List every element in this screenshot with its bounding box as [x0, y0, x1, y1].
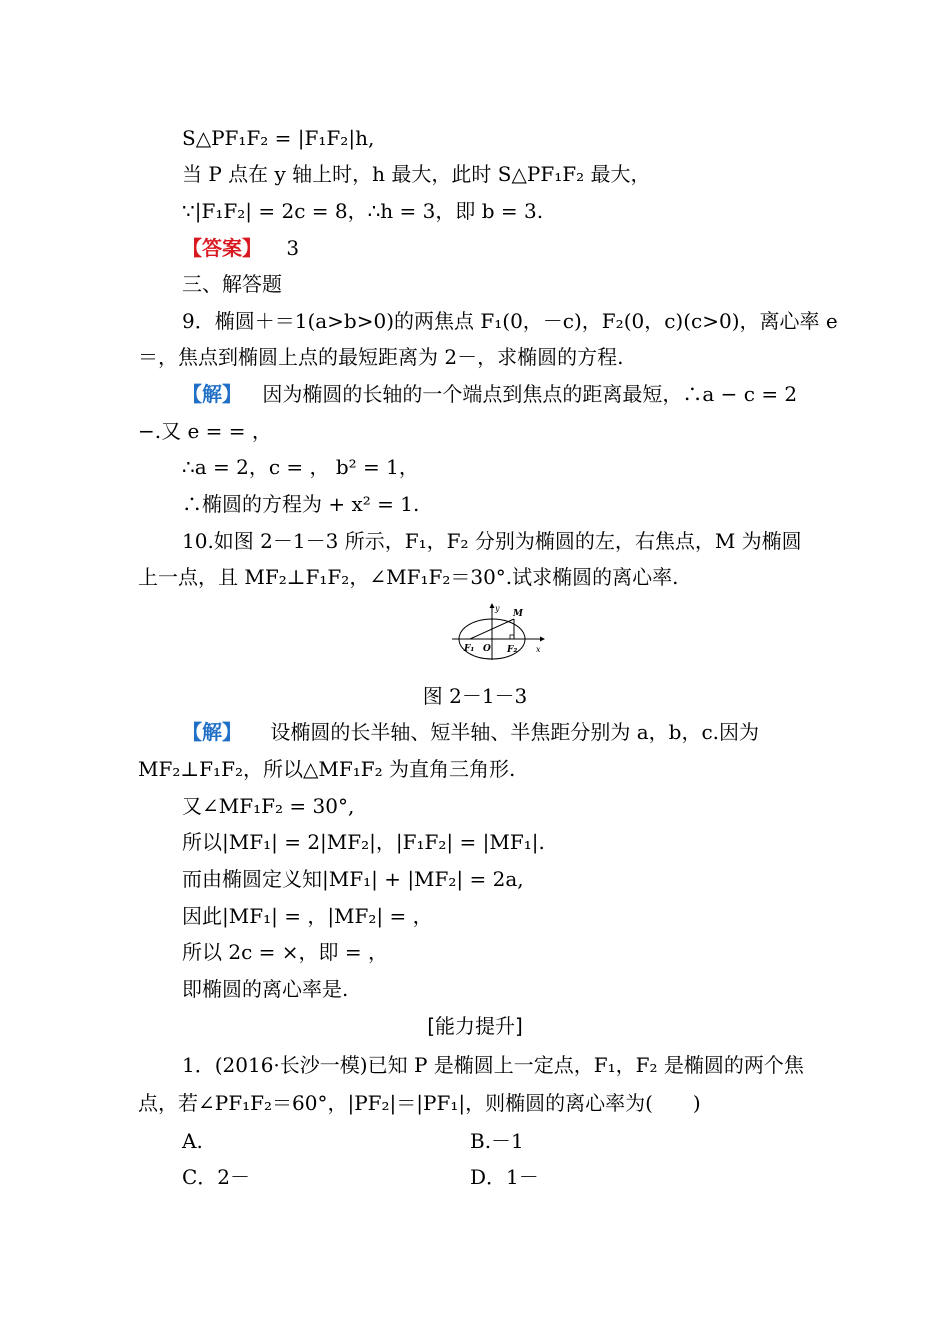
- ability-heading: [能力提升]: [427, 1014, 523, 1038]
- text-line: S△PF₁F₂ = |F₁F₂|h,: [182, 126, 375, 150]
- label-f2: F₂: [507, 645, 518, 655]
- ellipse-figure: [450, 602, 545, 662]
- option-c: C．2－: [182, 1165, 251, 1189]
- section-heading: 三、解答题: [182, 272, 282, 296]
- text-line: 当 P 点在 y 轴上时，h 最大，此时 S△PF₁F₂ 最大，: [182, 162, 651, 186]
- solution-10-line-7: 所以 2c = ×，即 = ，: [182, 940, 388, 964]
- figure-caption: 图 2－1－3: [422, 684, 528, 708]
- text-line: ∵|F₁F₂| = 2c = 8，∴h = 3，即 b = 3.: [182, 199, 544, 223]
- question-9-line-2: ＝，焦点到椭圆上点的最短距离为 2－，求椭圆的方程.: [138, 345, 624, 369]
- answer-line: [182, 233, 299, 263]
- solution-9-line-4: ∴椭圆的方程为 + x² = 1.: [182, 492, 420, 516]
- solution-9-line-3: ∴a = 2，c = ， b² = 1，: [182, 455, 419, 479]
- option-d: D．1－: [470, 1165, 539, 1189]
- x-axis-arrow-icon: [540, 637, 545, 642]
- label-f1: F₁: [464, 644, 475, 654]
- label-y: y: [495, 604, 500, 613]
- problem-1-line-2: 点，若∠PF₁F₂＝60°，|PF₂|＝|PF₁|，则椭圆的离心率为( ): [138, 1091, 701, 1115]
- question-9-line-1: 9．椭圆＋＝1(a>b>0)的两焦点 F₁(0，－c)，F₂(0，c)(c>0)，离心率 e: [182, 309, 838, 333]
- solution-tag: 【解】: [182, 382, 242, 406]
- label-x: x: [536, 645, 541, 654]
- solution-10-line-5: 而由椭圆定义知|MF₁| + |MF₂| = 2a,: [182, 867, 524, 891]
- solution-10-line-8: 即椭圆的离心率是.: [182, 977, 349, 1001]
- answer-tag: 【答案】: [182, 236, 262, 260]
- right-angle-mark: [510, 635, 514, 639]
- y-axis-arrow-icon: [490, 603, 495, 608]
- question-10-line-1: 10.如图 2－1－3 所示，F₁，F₂ 分别为椭圆的左，右焦点，M 为椭圆: [182, 529, 802, 553]
- answer-value: 3: [286, 236, 300, 260]
- solution-10-line-4: 所以|MF₁| = 2|MF₂|，|F₁F₂| = |MF₁|.: [182, 830, 545, 854]
- question-10-line-2: 上一点，且 MF₂⊥F₁F₂，∠MF₁F₂＝30°.试求椭圆的离心率.: [138, 565, 679, 589]
- solution-10-line-3: 又∠MF₁F₂ = 30°,: [182, 794, 355, 818]
- solution-10-line-2: MF₂⊥F₁F₂，所以△MF₁F₂ 为直角三角形.: [138, 757, 516, 781]
- solution-tag: 【解】: [182, 720, 242, 744]
- problem-1-line-1: 1．(2016·长沙一模)已知 P 是椭圆上一定点，F₁，F₂ 是椭圆的两个焦: [182, 1053, 804, 1077]
- solution-10-line-1: [182, 717, 759, 747]
- solution-text: 因为椭圆的长轴的一个端点到焦点的距离最短，∴a − c = 2: [262, 382, 798, 406]
- label-o: O: [483, 644, 491, 654]
- solution-10-line-6: 因此|MF₁| = ，|MF₂| = ，: [182, 904, 433, 928]
- option-b: B.－1: [470, 1129, 524, 1153]
- solution-9-line-1: [182, 379, 797, 409]
- label-m: M: [513, 609, 523, 619]
- solution-9-line-2: −.又 e = = ，: [138, 419, 272, 443]
- solution-text: 设椭圆的长半轴、短半轴、半焦距分别为 a，b，c.因为: [270, 720, 760, 744]
- option-a: A.: [182, 1129, 203, 1153]
